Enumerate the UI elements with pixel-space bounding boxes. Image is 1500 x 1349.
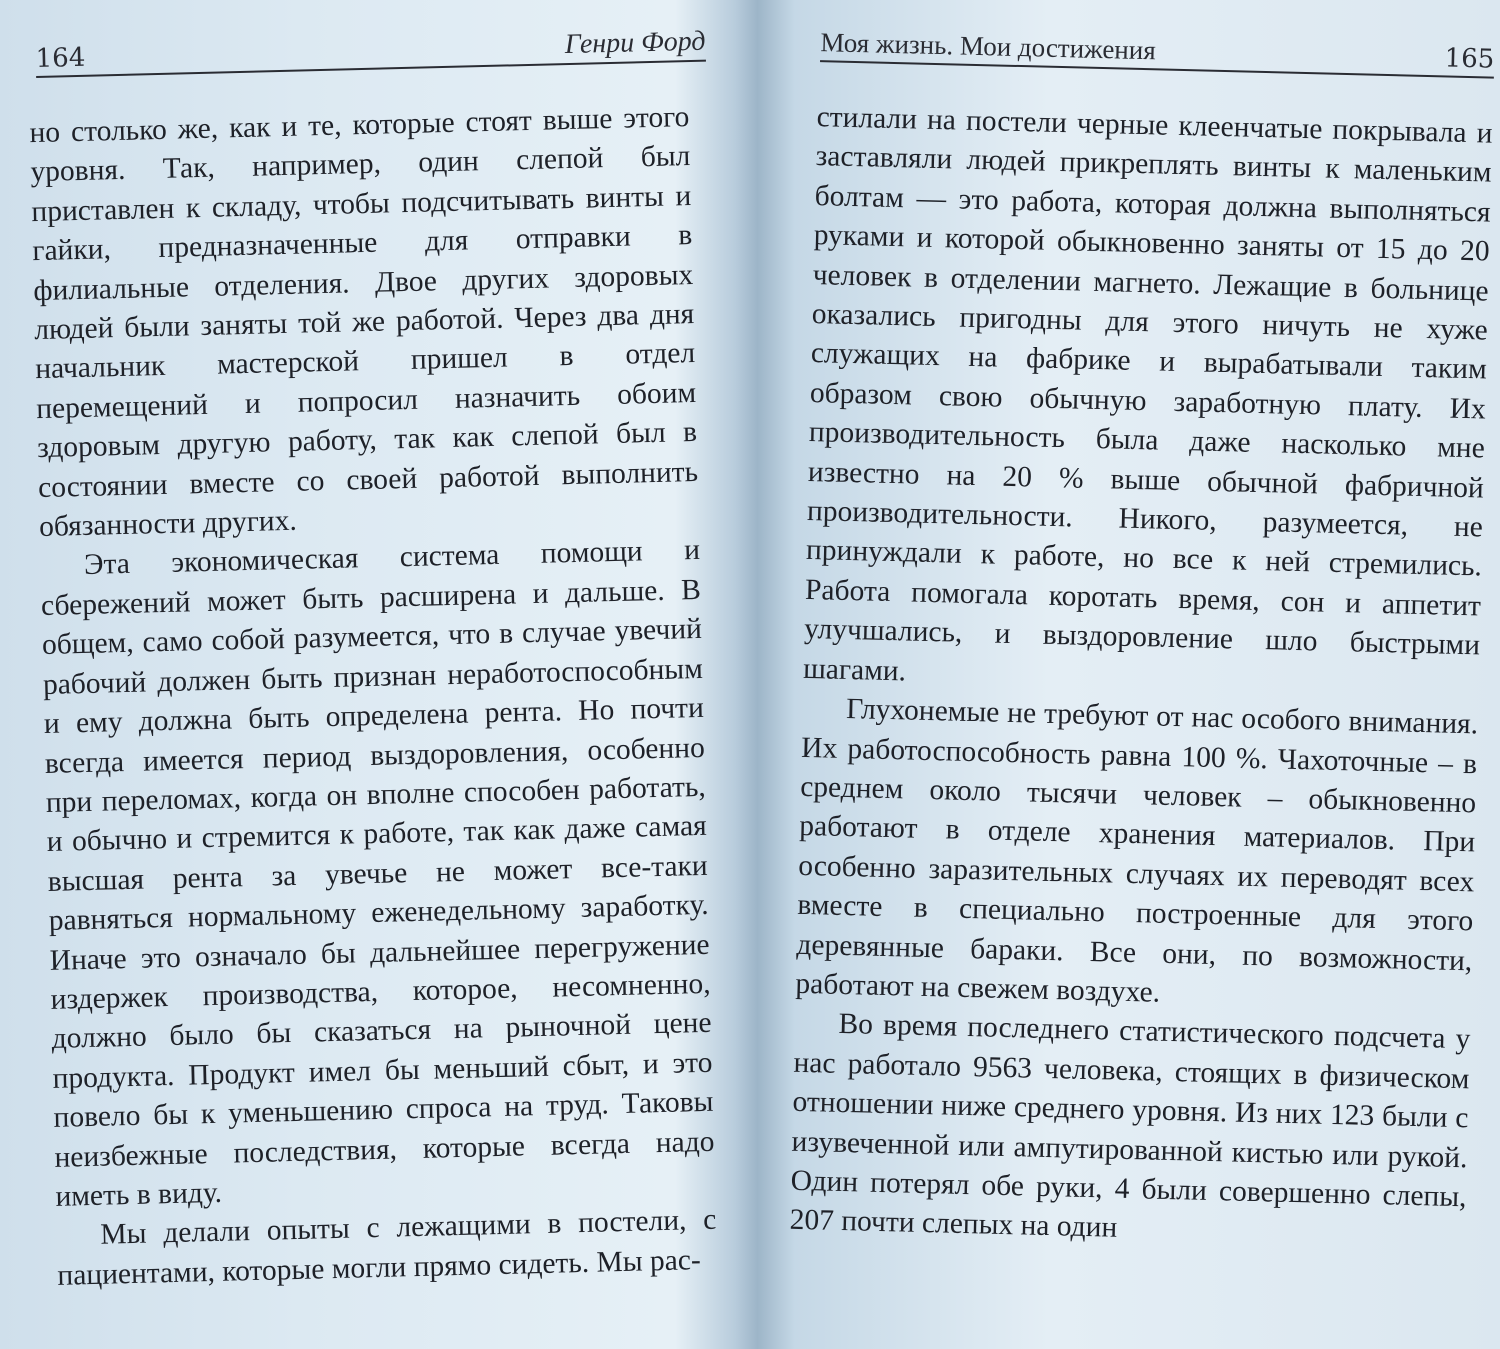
right-paragraph-3: Во время последнего статистического подсчета у нас работало 9563 человека, стоящих в физическом отношении ниже среднего уровня. Из них 123 были с изувеченной или ампутированной кистью или рукой. Один потерял обе руки, 4 были совершенно слепы, 207 почти слепых на один xyxy=(789,1008,1471,1245)
left-running-head xyxy=(35,10,706,78)
left-body-text xyxy=(29,98,718,1296)
right-running-title: Моя жизнь. Мои достижения xyxy=(820,27,1157,66)
right-running-head xyxy=(820,10,1495,78)
left-paragraph-3: Мы делали опыты с лежащими в постели, с пациентами, которые могли прямо сидеть. Мы рас- xyxy=(57,1204,717,1292)
left-page-number: 164 xyxy=(35,42,86,74)
left-paragraph-2: Эта экономическая система помощи и сбережений может быть расширена и дальше. В общем, само собой разумеется, что в случае увечий рабочий должен быть признан неработоспособным и ему должна быть определена рента. Но почти всегда имеется период выздоровления, особенно при переломах, когда он вполне способен работать, и обычно и стремится к работе, так как даже самая высшая рента за увечье не может все-таки равняться нормальному еженедельному заработку. Иначе это означало бы дальнейшее перегружение издержек производства, которое, несомненно, должно было бы сказаться на рыночной цене продукта. Продукт имел бы меньший сбыт, и это повело бы к уменьшению спроса на труд. Таковы неизбежные последствия, которые всегда надо иметь в виду. xyxy=(40,534,715,1213)
right-page-number: 165 xyxy=(1444,43,1495,75)
left-paragraph-1: но столько же, как и те, которые стоят выше этого уровня. Так, например, один слепой был приставлен к складу, чтобы подсчитывать винты и гайки, предназначенные для отправки в филиальные отделения. Двое других здоровых людей были заняты той же работой. Через два дня начальник мастерской пришел в отдел перемещений и попросил назначить обоим здоровым другую работу, так как слепой был в состоянии вместе со своей работой выполнить обязанности других. xyxy=(29,101,699,544)
right-page xyxy=(753,0,1500,1349)
right-header-rule xyxy=(820,60,1494,78)
right-body-text xyxy=(789,98,1493,1257)
left-header-rule xyxy=(36,60,706,78)
right-paragraph-2: Глухонемые не требуют от нас особого внимания. Их работоспособность равна 100 %. Чахоточные – в среднем около тысячи человек – обыкновенно работают в отделе хранения материалов. При особенно заразительных случаях их переводят всех вместе в специально построенные для этого деревянные бараки. Все они, по возможности, работают на свежем воздухе. xyxy=(795,693,1479,1009)
right-paragraph-1: стилали на постели черные клеенчатые покрывала и заставляли людей прикреплять винты к маленьким болтам — это работа, которая должна выполняться руками и которой обыкновенно заняты от 15 до 20 человек в отделении магнето. Лежащие в больнице оказались пригодны для этого ничуть не хуже служащих на фабрике и вырабатывали таким образом свою обычную заработную плату. Их производительность была даже насколько мне известно на 20 % выше обычной фабричной производительности. Никого, разумеется, не принуждали к работе, но все к ней стремились. Работа помогала коротать время, сон и аппетит улучшались, и выздоровление шло быстрыми шагами. xyxy=(802,101,1493,688)
left-running-title: Генри Форд xyxy=(564,25,706,61)
